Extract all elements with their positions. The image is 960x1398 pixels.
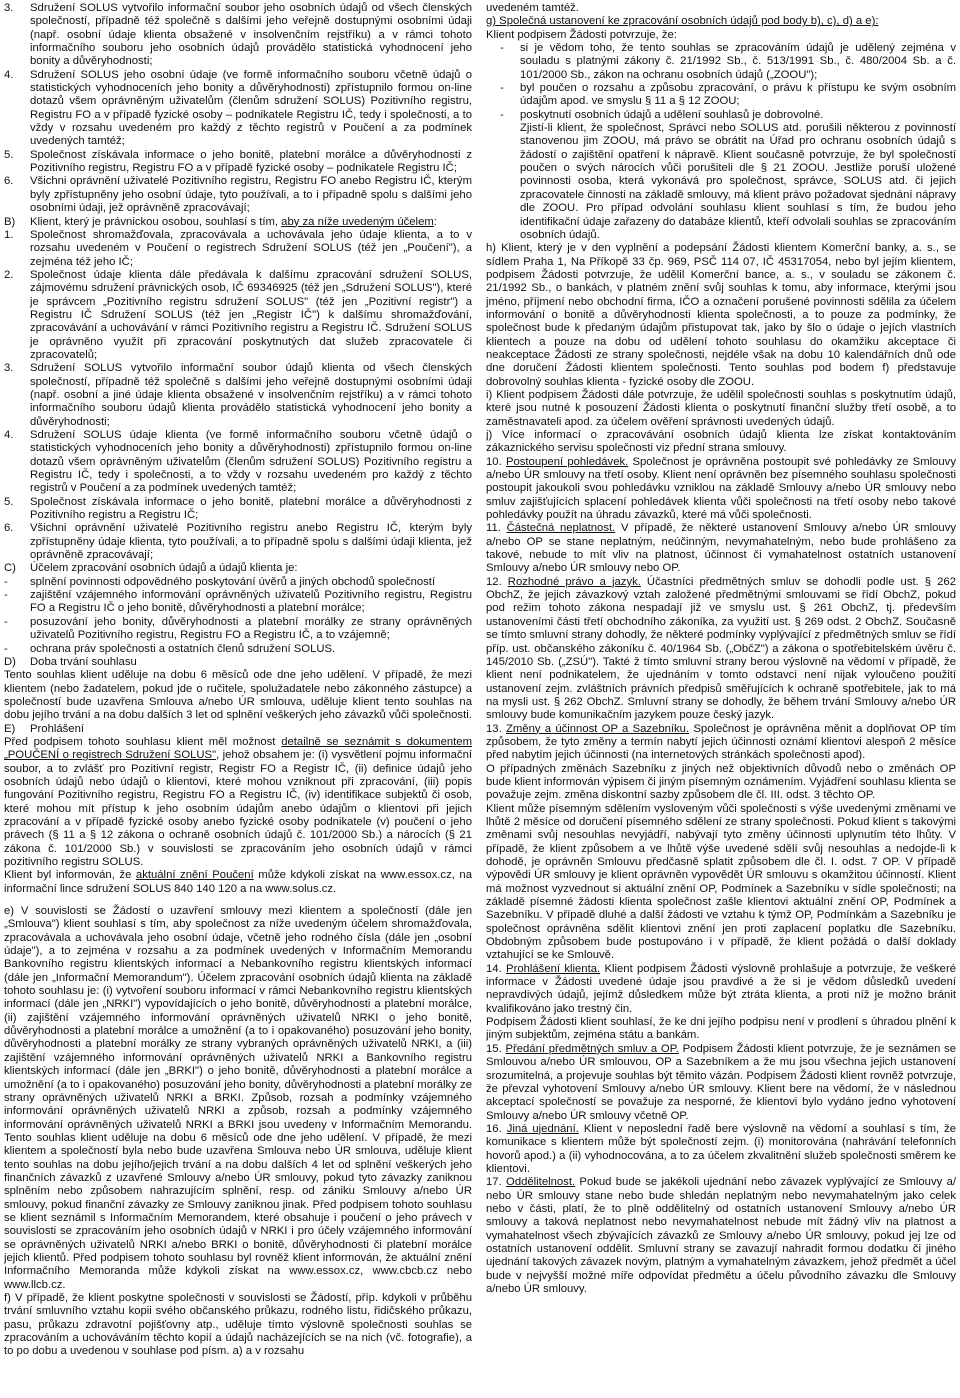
- consent-point-a3: 3. Sdružení SOLUS vytvořilo informační soubor jeho osobních údajů od všech členských společností, případně též společně s dalšími jeho veřejně dostupnými osobními údaji (např. osobní údaje klienta obsažené v insolvenčním rejstříku) a v rámci tohoto informačního souboru jeho osobních údajů provádělo statistická vyhodnocení jeho bonity a důvěryhodnosti;: [4, 2, 472, 68]
- section-e-body: Před podpisem tohoto souhlasu klient měl možnost detailně se seznámit s dokumentem „POUČENÍ o registrech Sdružení SOLUS", jehož obsahem je: (i) vysvětlení pojmu informační soubor, a to zvlášť pro Pozitivní registr, Registr FO a Registr IČ, (ii) definice údajů jeho osobních údajů nebo údajů o klientovi, které mohou vzniknout při zpracování, (iii) popis fungování Pozitivního registru, Registru FO a Registru IČ, (iv) identifikace subjektů či osob, které mohou mít přístup k jeho osobním údajům anebo údajům o klientovi při jejich zpracování a v případě fyzické osoby anebo fyzické osoby podnikatele (v) poučení o jeho právech (§ 11 a § 12 zákona o ochraně osobních údajů č. 101/2000 Sb.) a nárocích (§ 21 zákona č. 101/2000 Sb.) v souvislosti se zpracováním jeho osobních údajů v rámci pozitivního registru SOLUS.: [4, 735, 472, 868]
- article-14-paragraph-2: Podpisem Žádosti klient souhlasí, že ke dni jejího podpisu není v prodlení s úhradou plnění k jiným subjektům, zejména státu a bankám.: [486, 1016, 956, 1042]
- article-10-title: Postoupení pohledávek.: [505, 455, 629, 468]
- consent-point-b4: 4. Sdružení SOLUS údaje klienta (ve formě informačního souboru včetně údajů o statistických vyhodnoceních jeho bonity a důvěryhodnosti) zpřístupnilo formou on-line dotazů všem oprávněným uživatelům (členům sdružení SOLUS) Pozitivního registru a Registru IČ, tedy i společnosti, a to vždy v rozsahu uvedeném pro každý z těchto registrů v Poučení a za podmínek uvedených tamtéž;: [4, 429, 472, 495]
- consent-point-a5-text: Společnost získávala informace o jeho bonitě, platební morálce a důvěryhodnosti z Pozitivního registru, Registru FO a v případě fyzické osoby – podnikatele Registru IČ;: [30, 148, 472, 175]
- article-13-paragraph-2: O případných změnách Sazebníku z jiných než objektivních důvodů nebo o změnách OP bude klient informován výpisem či jiným písemným oznámením. Vyjádření souhlasu klienta se považuje zejm. změna diskontní sazby způsobem dle čl. III. odst. 3 těchto OP.: [486, 762, 956, 802]
- section-b-heading: B) Klient, který je právnickou osobou, souhlasí s tím, aby za níže uvedeným účelem:: [4, 215, 437, 228]
- consent-point-b2: 2. Společnost údaje klienta dále předávala k dalšímu zpracování sdružení SOLUS, zájmovému sdružení právnických osob, IČ 69346925 (též jen „Sdružení SOLUS"), které je správcem „Pozitivního registru sdružení SOLUS" (též jen „Pozitivní registr") a Registru IČ Sdružení SOLUS (též jen „Registr IČ") k dalšímu shromažďování, zpracovávání a uchovávání v rámci Pozitivního registru a Registru IČ. Sdružení SOLUS je oprávněno využít při zpracování poskytnutých dat služeb zpracovatele či zpracovatelů;: [4, 268, 472, 361]
- consent-point-a3-text: Sdružení SOLUS vytvořilo informační soubor jeho osobních údajů od všech členských společností, případně též společně s dalšími jeho veřejně dostupnými osobními údaji (např. osobní údaje klienta obsažené v insolvenčním rejstříku) a v rámci tohoto informačního souboru jeho osobních údajů provádělo statistická vyhodnocení jeho bonity a důvěryhodnosti;: [30, 2, 472, 68]
- section-e-web-info: Klient byl informován, že aktuální znění Poučení může kdykoli získat na www.essox.cz, na informační lince sdružení SOLUS 840 140 120 a na www.solus.cz.: [4, 869, 472, 895]
- section-c-heading: C) Účelem zpracování osobních údajů a údajů klienta je:: [4, 562, 298, 575]
- article-11-title: Částečná neplatnost.: [506, 522, 616, 535]
- article-12-title: Rozhodné právo a jazyk.: [507, 575, 641, 588]
- section-c-text: Účelem zpracování osobních údajů a údajů klienta je:: [30, 562, 298, 575]
- article-13-paragraph-3: Klient může písemným sdělením vysloveným vůči společnosti s výše uvedenými změnami ve lhůtě 2 měsíce od doručení písemného sdělení ze strany společnosti. Pokud klient s takovými změnami svůj nesouhlas nevyjádří, nabývají tyto změny účinnosti uplynutím této lhůty. V případě, že klient způsobem a ve lhůtě výše uvedené sdělí svůj nesouhlas a nedojde-li k dohodě, je oprávněn Smlouvu předčasně splatit způsobem dle čl. I. odst. 7 OP. V případě výpovědi ÚR smlouvy je klient oprávněn vypovědět ÚR smlouvu s okamžitou účinností. Klient má možnost vyzvednout si aktuální znění OP, Podmínek a Sazebníku v sídle společnosti; na základě písemné žádosti klienta společnost zašle klientovi aktuální znění OP, Podmínek a Sazebníku. V případě dluhé a další žádosti ve vztahu k týmž OP, Podmínkám a Sazebníku je společnost oprávněna sdělit klientovi znění jen proti zaplacení poplatku dle Sazebníku. Obdobným způsobem bude postupováno i v případě, že klient požádá o další doklady vztahující se ke Smlouvě.: [486, 802, 956, 962]
- article-11: 11. Částečná neplatnost. V případě, že některé ustanovení Smlouvy a/nebo ÚR smlouvy a/nebo OP se stane neplatným, neúčinným, nevymahatelným, nebo bude prohlášeno za takové, nebude to mít vliv na platnost, účinnost či vymahatelnost ostatních ustanovení Smlouvy a/nebo ÚR smlouvy nebo OP.: [486, 522, 956, 575]
- section-g-heading: g) Společná ustanovení ke zpracování osobních údajů pod body b), c), d) a e):: [486, 15, 879, 28]
- section-d-title: Doba trvání souhlasu: [30, 655, 137, 668]
- article-15-title: Předání předmětných smluv a OP.: [505, 1042, 679, 1055]
- article-16: 16. Jiná ujednání. Klient v neposlední řadě bere výslovně na vědomí a souhlasí s tím, že komunikace s klientem může být společností zejm. (i) monitorována (nahrávání telefonních hovorů apod.) a (ii) vyhodnocována, a to za účelem zkvalitnění služeb společnosti směrem ke klientovi.: [486, 1122, 956, 1175]
- consent-point-b1-text: Společnost shromažďovala, zpracovávala a uchovávala jeho údaje klienta, a to v rozsahu uvedeném v Poučení o registrech Sdružení SOLUS (též jen „Poučení"), a zejména též jeho IČ;: [30, 228, 472, 268]
- section-g-lead: Klient podpisem Žádosti potvrzuje, že:: [486, 28, 677, 41]
- article-16-title: Jiná ujednání.: [506, 1122, 579, 1135]
- consent-point-b6: 6. Všichni oprávnění uživatelé Pozitivního registru anebo Registru IČ, kterým byly zpřístupněny údaje klienta, tyto používali, a to případně spolu s dalšími údaji klienta, jež oprávněně zpracovávají;: [4, 522, 472, 562]
- confirmation-item: - byl poučen o rozsahu a způsobu zpracování, o právu k přístupu ke svým osobním údajům apod. ve smyslu § 11 a § 12 ZOOU;: [500, 82, 956, 108]
- article-15: 15. Předání předmětných smluv a OP. Podpisem Žádosti klient potvrzuje, že je seznámen se Smlouvou a/nebo ÚR smlouvou, OP a Sazebníkem a že mu jsou všechna jejich ustanovení srozumitelná, a projevuje souhlas být těmito vázán. Podpisem Žádosti klient rovněž potvrzuje, že převzal vyhotovení Smlouvy a/nebo ÚR smlouvy. Klient bere na vědomí, že v následnou akceptací společností se považuje za nesporné, že klientovi bylo vydáno jedno vyhotovení Smlouvy a/nebo ÚR smlouvy včetně OP.: [486, 1042, 956, 1122]
- section-j: j) Více informací o zpracovávání osobních údajů klienta lze získat kontaktováním zákaznického servisu společnosti viz přední strana smlouvy.: [486, 429, 956, 455]
- consent-point-b3: 3. Sdružení SOLUS vytvořilo informační soubor údajů klienta od všech členských společností, případně též společně s dalšími jeho veřejně dostupnými osobními údaji (např. osobní a jiné údaje klienta obsažené v insolvenčním rejstříku) a v rámci tohoto informačního souboru údajů klienta provádělo statistická vyhodnocení jeho bonity a důvěryhodnosti;: [4, 362, 472, 428]
- section-i: i) Klient podpisem Žádosti dále potvrzuje, že udělil společnosti souhlas s poskytnutím údajů, které jsou nutné k posouzení Žádosti klienta o poskytnutí finanční služby třetí osobě, a to zaměstnavateli apod. za účelem ověření správnosti uvedených údajů.: [486, 388, 956, 428]
- purpose-item: - ochrana práv společnosti a ostatních členů sdružení SOLUS.: [4, 642, 336, 655]
- article-13: 13. Změny a účinnost OP a Sazebníku. Společnost je oprávněna měnit a doplňovat OP tím způsobem, že tyto změny a termín nabytí jejich účinnosti oznámí klientovi alespoň 2 měsíce před nabytím jejich účinnosti (na internetových stránkách společnosti apod).: [486, 722, 956, 762]
- confirmation-item: - si je vědom toho, že tento souhlas se zpracováním údajů je udělený zejména v souladu s platnými zákony č. 21/1992 Sb., č. 513/1991 Sb., č. 480/2004 Sb. a č. 101/2000 Sb., zákon na ochranu osobních údajů („ZOOU");: [500, 42, 956, 81]
- consent-point-b1: 1. Společnost shromažďovala, zpracovávala a uchovávala jeho údaje klienta, a to v rozsahu uvedeném v Poučení o registrech Sdružení SOLUS (též jen „Poučení"), a zejména též jeho IČ;: [4, 228, 472, 268]
- article-17-title: Oddělitelnost.: [506, 1176, 576, 1189]
- poučení-document-reference: detailně se seznámit s dokumentem „POUČENÍ o registrech Sdružení SOLUS": [4, 735, 472, 762]
- section-d-body: Tento souhlas klient uděluje na dobu 6 měsíců ode dne jeho udělení. V případě, že mezi klientem (nebo žadatelem, pokud jde o ručitele, spolužadatele nebo zákonného zástupce) a společností bude uzavřena Smlouva a/nebo ÚR smlouva, uděluje klient tento souhlas na dobu jejího trvání a na dobu dalších 3 let od splnění veškerých jeho závazků vůči společnosti.: [4, 669, 472, 722]
- section-d-heading: D) Doba trvání souhlasu: [4, 655, 137, 668]
- spacer: [4, 896, 472, 905]
- section-b-text: Klient, který je právnickou osobou, souhlasí s tím,: [30, 215, 282, 228]
- section-b-underlined: aby za níže uvedeným účelem: [281, 215, 434, 228]
- confirmation-item: - poskytnutí osobních údajů a udělení souhlasů je dobrovolné.: [500, 108, 824, 121]
- section-g-note: Zjistí-li klient, že společnost, Správci nebo SOLUS atd. porušili některou z povinností stanovenou jim ZOOU, má právo se obrátit na Úřad pro ochranu osobních údajů s žádostí o zajištění opatření k nápravě. Klient současně potvrzuje, že byl společností poučen o svých nárocích vůči porušiteli dle § 21 ZOOU. Jestliže poruší uložené povinnosti osoba, která vykonává pro společnost, správce, SOLUS atd. či jejich zpracovatele činnosti na základě smlouvy, má klient právo požadovat sjednání nápravy dle ZOOU. Pro případ odvolání souhlasu klient souhlasí s tím, že budou jeho identifikační údaje zařazeny do databáze klientů, kteří odvolali souhlas se zpracováním osobních údajů.: [520, 122, 956, 241]
- purpose-item: - zajištění vzájemného informování oprávněných uživatelů Pozitivního registru, Registru FO a Registru IČ o jeho bonitě, důvěryhodnosti a platební morálce;: [4, 589, 472, 615]
- consent-point-b3-text: Sdružení SOLUS vytvořilo informační soubor údajů klienta od všech členských společností, případně též společně s dalšími jeho veřejně dostupnými osobními údaji (např. osobní a jiné údaje klienta obsažené v insolvenčním rejstříku) a v rámci tohoto informačního souboru údajů klienta provádělo statistická vyhodnocení jeho bonity a důvěryhodnosti;: [30, 362, 472, 428]
- consent-point-a6: 6. Všichni oprávnění uživatelé Pozitivního registru, Registru FO anebo Registru IČ, kterým byly zpřístupněny jeho osobní údaje, tyto používali, a to i případně spolu s dalšími jeho osobními údaji, jež oprávněně zpracovávají;: [4, 175, 472, 215]
- section-e-title: Prohlášení: [30, 722, 85, 735]
- article-12: 12. Rozhodné právo a jazyk. Účastníci předmětných smluv se dohodli podle ust. § 262 ObchZ, že jejich závazkový vztah založené předmětnými smlouvami se řídí ObchZ, pokud pod režim tohoto zákona nespadají již ve smyslu ust. § 261 ObchZ, tj. především ustanoveními části třetí obchodního zákoníka, za využití ust. § 269 odst. 2 ObchZ. Současně se tímto smluvní strany dohodly, že některé podmínky vyplývající z předmětných smluv se řídí příp. ust. občanského zákoníku č. 40/1964 Sb. („ObčZ") a zákona o spotřebitelském úvěru č. 145/2010 Sb. („ZSÚ"). Takté ž tímto smluvní strany berou výslovně na vědomí v případě, že klient není podnikatelem, že ujednáním v tomto odstavci není nijak vyloučeno použití ustanovení zejm. zvláštních právních předpisů směřujících k ochraně spotřebitele, jak to má na mysli ust. § 262 ObchZ. Smluvní strany se dohodly, že během trvání Smlouvy a/nebo ÚR smlouvy bude komunikačním jazykem pouze český jazyk.: [486, 575, 956, 722]
- consent-point-b6-text: Všichni oprávnění uživatelé Pozitivního registru anebo Registru IČ, kterým byly zpřístupněny údaje klienta, tyto používali, a to případně spolu s dalšími údaji klienta, jež oprávněně zpracovávají;: [30, 522, 472, 562]
- consent-point-a5: 5. Společnost získávala informace o jeho bonitě, platební morálce a důvěryhodnosti z Pozitivního registru, Registru FO a v případě fyzické osoby – podnikatele Registru IČ;: [4, 148, 472, 175]
- section-f-copies: f) V případě, že klient poskytne společnosti v souvislosti se Žádostí, příp. kdykoli v průběhu trvání smluvního vztahu kopii svého občanského průkazu, rodného listu, řidičského průkazu, pasu, průkazu zdravotní pojišťovny atp., uděluje tímto výslovně společnosti souhlas se zpracováním a uchováváním těchto kopií a údajů nacházejících se na nich (vč. fotografie), a to po dobu a uvedenou v souhlase pod písm. a) a v rozsahu: [4, 1292, 472, 1358]
- section-h: h) Klient, který je v den vyplnění a podepsání Žádosti klientem Komerční banky, a. s., se sídlem Praha 1, Na Příkopě 33 čp. 969, PSČ 114 07, IČ 45317054, nebo byl jejím klientem, podpisem Žádosti potvrzuje, že udělil Komerční bance, a. s., v souladu se zákonem č. 21/1992 Sb., o bankách, v platném znění svůj souhlas k tomu, aby informace, kterými jsou jméno, příjmení nebo obchodní firma, IČO a označení porušené povinnosti sdělila za účelem informování o bonitě a důvěryhodnosti klienta společnosti, a to pouze za podmínky, že společnost bude k předaným údajům přistupovat tak, jako by šlo o údaje o jejích vlastních klientech a pouze na dobu od udělení tohoto souhlasu do okamžiku akceptace či neakceptace Žádosti ze strany společnosti, nejdéle však na dobu 10 kalendářních dnů ode dne doručení Žádosti klientem společnosti. Tento souhlas pod bodem f) představuje dobrovolný souhlas klienta - fyzické osoby dle ZOOU.: [486, 242, 956, 388]
- left-column: [4, 2, 472, 1396]
- section-e-lower-nrki: e) V souvislosti se Žádostí o uzavření smlouvy mezi klientem a společností (dále jen „Smlouva") klient souhlasí s tím, aby společnost za níže uvedeným účelem shromažďovala, zpracovávala a uchovávala jeho osobní údaje, včetně jeho rodného čísla (dále jen „osobní údaje"), a to zejména v rozsahu a za podmínek uvedených v Informačním Memorandu Bankovního registru klientských informací a Nebankovního registru klientských informací (dále jen „Informační Memorandum"). Účelem zpracování osobních údajů klienta na základě tohoto souhlasu je: (i) vytvoření souboru informací v rámci Nebankovního registru klientských informací (dále jen „NRKI") vypovídajících o jeho bonitě, důvěryhodnosti a platební morálce, (ii) zajištění vzájemného informování oprávněných uživatelů NRKI o jeho bonitě, důvěryhodnosti a platební morálce a umožnění (a to i opakovaného) posuzování jeho bonity, důvěryhodnosti a platební morálky ze strany vybraných oprávněných uživatelů NRKI, a (iii) zajištění vzájemného informování oprávněných uživatelů NRKI a Bankovního registru klientských informací (dále jen „BRKI") o jeho bonitě, důvěryhodnosti a platební morálce a umožnění (a to i opakovaného) posuzování jeho bonity, důvěryhodnosti a platební morálky ze strany oprávněných uživatelů NRKI a BRKI. Způsob, rozsah a podmínky vzájemného informování oprávněných uživatelů NRKI a způsob, rozsah a podmínky vzájemného informování oprávněných uživatelů NRKI a BRKI jsou uvedeny v Informačním Memorandu. Tento souhlas klient uděluje na dobu 6 měsíců ode dne jeho udělení. V případě, že mezi klientem a společností byla nebo bude uzavřena Smlouva nebo ÚR smlouva, uděluje klient tento souhlas na dobu jejího/jejich trvání a na dobu dalších 4 let od splnění veškerých jeho finančních závazků z uzavřené Smlouvy a/nebo ÚR smlouvy, pokud tyto závazky zaniknou splněním nebo způsobem nahrazujícím splnění, resp. od zániku Smlouvy a/nebo ÚR smlouvy, pokud finanční závazky ze Smlouvy zaniknou jinak. Před podpisem tohoto souhlasu se klient seznámil s Informačním Memorandem, které obsahuje i poučení o jeho právech v souvislosti se zpracováním jeho osobních údajů v NRKI i pro účely vzájemného informování se oprávněných uživatelů NRKI a/nebo BRKI o bonitě, důvěryhodnosti či platební morálce jejich klientů. Před podpisem tohoto souhlasu byl rovněž klient informován, že aktuální znění Informačního Memoranda může kdykoli získat na www.essox.cz, www.cbcb.cz nebo www.llcb.cz.: [4, 905, 472, 1291]
- article-14: 14. Prohlášení klienta. Klient podpisem Žádosti výslovně prohlašuje a potvrzuje, že veškeré informace v Žádosti uvedené údaje jsou pravdivé a že si je vědom důsledků uvedení nepravdivých údajů, jejímž důsledkem může být ztráta klienta, a proti níž je možno bránit kvalifikováno jako trestný čin.: [486, 962, 956, 1015]
- consent-point-a4-text: Sdružení SOLUS jeho osobní údaje (ve formě informačního souboru včetně údajů o statistických vyhodnoceních jeho bonity a důvěryhodnosti) zpřístupnilo formou on-line dotazů všem oprávněným uživatelům (členům sdružení SOLUS) Pozitivního registru, Registru FO a v případě fyzické osoby – podnikatele Registru IČ, tedy i společnosti, a to vždy v rozsahu uvedeném pro každý z těchto registrů v Poučení a za podmínek uvedených tamtéž;: [30, 68, 472, 148]
- consent-point-b5-text: Společnost získávala informace o jeho bonitě, platební morálce a důvěryhodnosti z Pozitivního registru a Registru IČ;: [30, 495, 472, 522]
- current-version-reference: aktuální znění Poučení: [135, 869, 254, 882]
- consent-point-b2-text: Společnost údaje klienta dále předávala k dalšímu zpracování sdružení SOLUS, zájmovému sdružení právnických osob, IČ 69346925 (též jen „Sdružení SOLUS"), které je správcem „Pozitivního registru sdružení SOLUS" (též jen „Pozitivní registr") a Registru IČ Sdružení SOLUS (též jen „Registr IČ") k dalšímu shromažďování, zpracovávání a uchovávání v rámci Pozitivního registru a Registru IČ. Sdružení SOLUS je oprávněno využít při zpracování poskytnutých dat služeb zpracovatele či zpracovatelů;: [30, 268, 472, 361]
- purpose-item: - posuzování jeho bonity, důvěryhodnosti a platební morálky ze strany oprávněných uživatelů Pozitivního registru, Registru FO a Registru IČ, a to vzájemně;: [4, 615, 472, 642]
- right-column: [486, 2, 956, 1396]
- article-14-title: Prohlášení klienta.: [506, 962, 601, 975]
- article-13-title: Změny a účinnost OP a Sazebníku.: [505, 722, 690, 735]
- continuation-text: uvedeném tamtéž.: [486, 2, 579, 14]
- consent-point-a4: 4. Sdružení SOLUS jeho osobní údaje (ve formě informačního souboru včetně údajů o statistických vyhodnoceních jeho bonity a důvěryhodnosti) zpřístupnilo formou on-line dotazů všem oprávněným uživatelům (členům sdružení SOLUS) Pozitivního registru, Registru FO a v případě fyzické osoby – podnikatele Registru IČ, tedy i společnosti, a to vždy v rozsahu uvedeném pro každý z těchto registrů v Poučení a za podmínek uvedených tamtéž;: [4, 68, 472, 148]
- consent-point-a6-text: Všichni oprávnění uživatelé Pozitivního registru, Registru FO anebo Registru IČ, kterým byly zpřístupněny jeho osobní údaje, tyto používali, a to i případně spolu s dalšími jeho osobními údaji, jež oprávněně zpracovávají;: [30, 175, 472, 215]
- section-e-heading: E) Prohlášení: [4, 722, 85, 735]
- article-10: 10. Postoupení pohledávek. Společnost je oprávněna postoupit své pohledávky ze Smlouvy a/nebo ÚR smlouvy na třetí osoby. Klient není oprávněn bez písemného souhlasu společnosti postoupit jakoukoli svou pohledávku vzniklou na základě Smlouvy a/nebo ÚR smlouvy nebo smluv zajišťujících splacení pohledávek klienta vůči společnosti na třetí osoby nebo takové pohledávky použít na úhradu závazků, které má vůči společnosti.: [486, 455, 956, 522]
- purpose-item: - splnění povinnosti odpovědného poskytování úvěrů a jiných obchodů společností: [4, 575, 436, 588]
- article-17: 17. Oddělitelnost. Pokud bude se jakékoli ujednání nebo závazek vyplývající ze Smlouvy a/ nebo ÚR smlouvy stane nebo bude shledán neplatným nebo nevymahatelným jako celek nebo v části, platí, že to plně oddělitelný od ostatních ustanovení Smlouvy a/nebo ÚR smlouvy a taková neplatnost nebo nevymahatelnost nebude mít žádný vliv na platnost a vymahatelnost všech zbývajících závazků ze Smlouvy a/nebo ÚR smlouvy, pokud jej lze od ostatních ustanovení oddělit. Smluvní strany se zavazují nahradit formou dodatku či jiného ujednání takových závazek novým, platným a vymahatelným závazkem, jehož předmět a účel bude v nejvyšší možné míře odpovídat předmětu a účelu původního závazku dle Smlouvy a/nebo ÚR smlouvy.: [486, 1176, 956, 1295]
- consent-point-b4-text: Sdružení SOLUS údaje klienta (ve formě informačního souboru včetně údajů o statistických vyhodnoceních jeho bonity a důvěryhodnosti) zpřístupnilo formou on-line dotazů všem oprávněným uživatelům (členům sdružení SOLUS) Pozitivního registru a Registru IČ, tedy i společnosti, a to vždy v rozsahu uvedeném pro každý z těchto registrů v Poučení a za podmínek uvedených tamtéž;: [30, 429, 472, 495]
- consent-point-b5: 5. Společnost získávala informace o jeho bonitě, platební morálce a důvěryhodnosti z Pozitivního registru a Registru IČ;: [4, 495, 472, 522]
